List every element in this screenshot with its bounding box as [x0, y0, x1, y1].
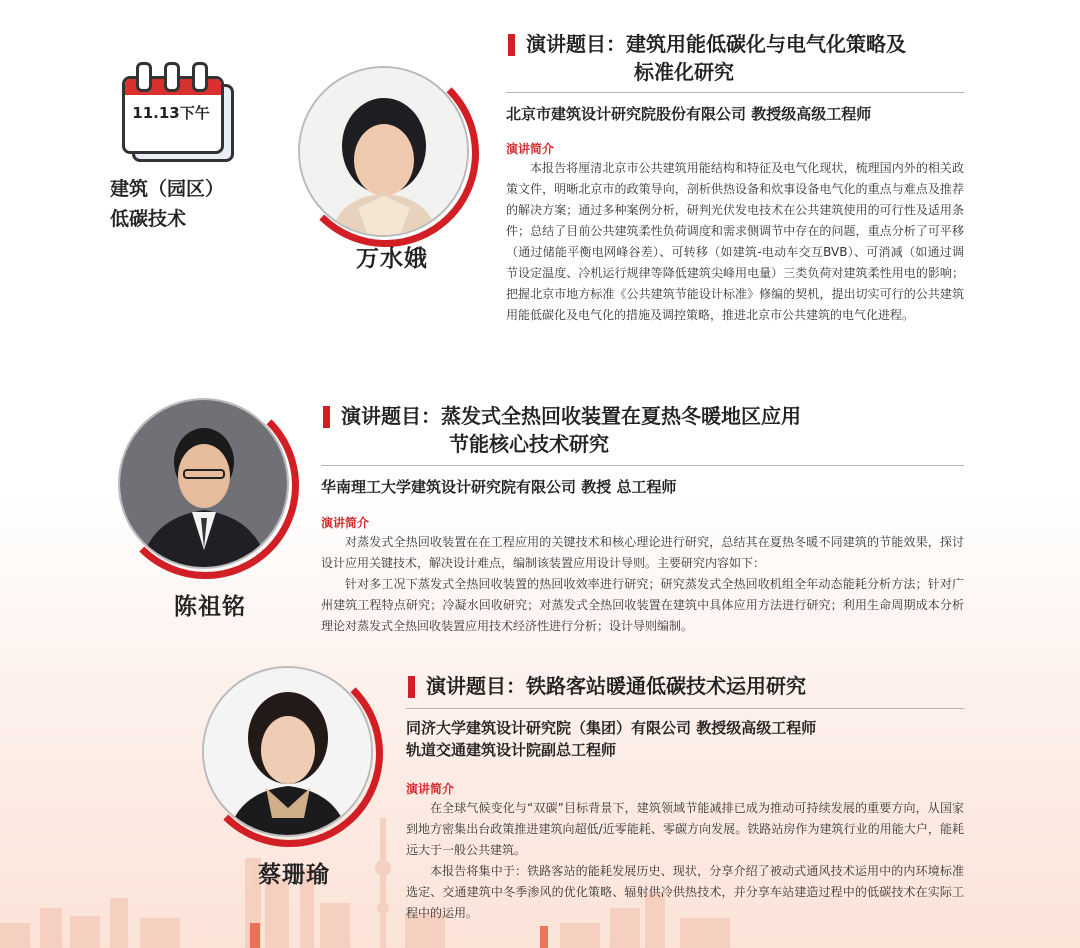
intro-label: 演讲简介 — [506, 142, 555, 156]
divider — [321, 465, 964, 466]
speaker-affiliation: 同济大学建筑设计研究院（集团）有限公司 教授级高级工程师 轨道交通建筑设计院副总工程师 — [406, 719, 817, 759]
divider — [506, 92, 964, 93]
divider — [406, 708, 964, 709]
title-accent-bar — [508, 34, 515, 56]
intro-label: 演讲简介 — [321, 516, 370, 530]
speaker-affiliation: 华南理工大学建筑设计研究院有限公司 教授 总工程师 — [321, 478, 677, 496]
talk-title: 演讲题目：蒸发式全热回收装置在夏热冬暖地区应用 节能核心技术研究 — [341, 402, 801, 458]
speaker-name: 陈祖铭 — [174, 593, 246, 620]
session-date: 11.13下午 — [132, 104, 210, 122]
title-accent-bar — [323, 406, 330, 428]
intro-text: 本报告将厘清北京市公共建筑用能结构和特征及电气化现状，梳理国内外的相关政策文件，明晰北京市的政策导向，剖析供热设备和炊事设备电气化的重点与难点及推荐的解决方案；通过多种案例分析，研判光伏发电技术在公共建筑使用的可行性及适用条件；总结了目前公共建筑柔性负荷调度和需求侧调节中存在的问题，重点分析了可平移（通过储能平衡电网峰谷差）、可转移（如建筑-电动车交互BVB）、可消减（如通过调节设定温度、冷机运行规律等降低建筑尖峰用电量）三类负荷对建筑柔性用电的影响；把握北京市地方标准《公共建筑节能设计标准》修编的契机，提出切实可行的公共建筑用能低碳化及电气化的措施及调控策略，推进北京市公共建筑的电气化进程。 — [506, 161, 964, 322]
talk-title: 演讲题目：建筑用能低碳化与电气化策略及 标准化研究 — [526, 30, 906, 86]
calendar-icon — [122, 62, 220, 152]
talk-title: 演讲题目：铁路客站暖通低碳技术运用研究 — [426, 672, 806, 700]
title-accent-bar — [408, 676, 415, 698]
intro-text: 在全球气候变化与“双碳”目标背景下，建筑领域节能减排已成为推动可持续发展的重要方向，从国家到地方密集出台政策推进建筑向超低/近零能耗、零碳方向发展。铁路站房作为建筑行业的用能大户，能耗远大于一般公共建筑。 本报告将集中于：铁路客站的能耗发展历史、现状，分享介绍了被动式通风技术运用中的内环境标准选定、交通建筑中冬季渗风的优化策略、辐射供冷供热技术，并分享车站建造过程中的低碳技术在实际工程中的运用。 — [406, 801, 965, 920]
speaker-name: 蔡珊瑜 — [258, 861, 330, 888]
session-title: 建筑（园区） 低碳技术 — [110, 178, 225, 230]
speaker-portrait — [298, 66, 473, 241]
session-badge — [110, 62, 260, 234]
speaker-portrait — [202, 666, 377, 841]
speaker-portrait — [118, 398, 293, 573]
speaker-affiliation: 北京市建筑设计研究院股份有限公司 教授级高级工程师 — [506, 105, 872, 123]
speaker-name: 万水娥 — [356, 245, 428, 272]
intro-text: 对蒸发式全热回收装置在在工程应用的关键技术和核心理论进行研究，总结其在夏热冬暖不同建筑的节能效果，探讨设计应用关键技术，解决设计难点，编制该装置应用设计导则。主要研究内容如下： 针对多工况下蒸发式全热回收装置的热回收效率进行研究；研究蒸发式全热回收机组全年动态能耗分析方法；针对广州建筑工程特点研究；冷凝水回收研究；对蒸发式全热回收装置在建筑中具体应用方法进行研究；利用生命周期成本分析理论对蒸发式全热回收装置应用技术经济性进行分析；设计导则编制。 — [321, 535, 964, 633]
intro-label: 演讲简介 — [406, 782, 455, 796]
